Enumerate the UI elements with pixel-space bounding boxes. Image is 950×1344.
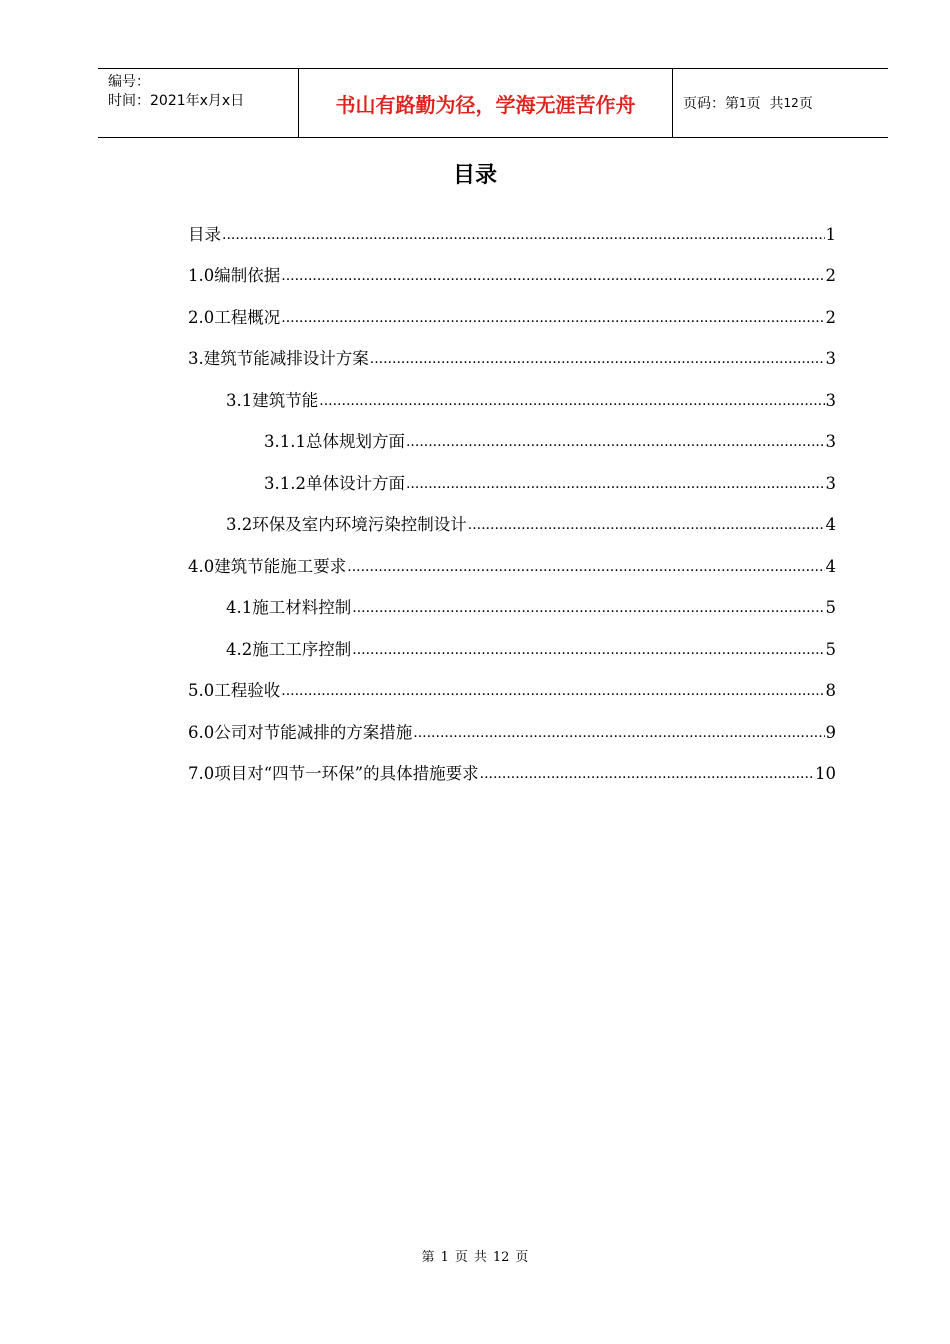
toc-entry[interactable] xyxy=(188,380,836,422)
toc-entry-label: 2.0工程概况 xyxy=(188,307,281,327)
toc-entry[interactable] xyxy=(188,546,836,588)
toc-entry[interactable] xyxy=(188,505,836,547)
toc-dot-leader xyxy=(281,681,824,701)
page-title: 目录 xyxy=(452,163,497,188)
toc-entry-page: 1 xyxy=(825,224,836,244)
toc-entry[interactable] xyxy=(188,463,836,505)
toc-dot-leader xyxy=(406,474,825,494)
toc-entry-label: 3.1建筑节能 xyxy=(226,390,319,410)
toc-dot-leader xyxy=(413,723,824,743)
toc-entry[interactable] xyxy=(188,214,836,256)
toc-dot-leader xyxy=(480,764,814,784)
page-prefix: 页码：第 xyxy=(683,96,739,112)
toc-dot-leader xyxy=(281,266,824,286)
footer-text-2: 页 xyxy=(454,1250,468,1265)
page-header xyxy=(98,68,888,138)
toc-entry-label: 5.0工程验收 xyxy=(188,681,281,701)
header-motto: 书山有路勤为径，学海无涯苦作舟 xyxy=(299,69,673,137)
toc-entry[interactable] xyxy=(188,629,836,671)
toc-entry-page: 3 xyxy=(825,349,836,369)
header-page-info xyxy=(673,69,888,137)
footer-page-total: 12 xyxy=(492,1250,510,1265)
toc-entry[interactable] xyxy=(188,671,836,713)
toc-entry-page: 2 xyxy=(825,266,836,286)
page-suffix: 页 xyxy=(798,96,813,112)
toc-entry[interactable] xyxy=(188,712,836,754)
toc-entry-page: 8 xyxy=(825,681,836,701)
toc-dot-leader xyxy=(406,432,825,452)
footer-page-number: 1 xyxy=(440,1250,449,1265)
toc-dot-leader xyxy=(347,557,824,577)
toc-entry[interactable] xyxy=(188,297,836,339)
toc-dot-leader xyxy=(281,308,824,328)
toc-entry-label: 3.建筑节能减排设计方案 xyxy=(188,349,369,369)
toc-dot-leader xyxy=(222,225,825,245)
toc-entry-page: 4 xyxy=(825,515,836,535)
toc-entry-label: 3.2环保及室内环境污染控制设计 xyxy=(226,515,467,535)
toc-entry-page: 2 xyxy=(825,307,836,327)
toc-entry-page: 3 xyxy=(825,390,836,410)
toc-entry-page: 4 xyxy=(825,556,836,576)
toc-dot-leader xyxy=(370,349,825,369)
toc-entry-page: 5 xyxy=(825,598,836,618)
toc-entry[interactable] xyxy=(188,339,836,381)
toc-entry-label: 4.1施工材料控制 xyxy=(226,598,352,618)
toc-entry-label: 3.1.1总体规划方面 xyxy=(264,432,405,452)
toc-dot-leader xyxy=(319,391,824,411)
serial-number-label: 编号： xyxy=(108,74,150,90)
toc-dot-leader xyxy=(468,515,825,535)
toc-dot-leader xyxy=(352,598,824,618)
toc-entry-page: 9 xyxy=(825,722,836,742)
toc-dot-leader xyxy=(352,640,824,660)
page-number: 1 xyxy=(739,96,747,110)
toc-entry-label: 7.0项目对“四节一环保”的具体措施要求 xyxy=(188,764,479,784)
toc-entry[interactable] xyxy=(188,256,836,298)
toc-entry-page: 3 xyxy=(825,473,836,493)
page-mid: 页 共 xyxy=(746,96,784,112)
toc-entry[interactable] xyxy=(188,422,836,464)
footer-text-1: 第 xyxy=(421,1250,435,1265)
page-total: 12 xyxy=(783,96,799,110)
toc-entry-label: 4.2施工工序控制 xyxy=(226,639,352,659)
footer-text-4: 页 xyxy=(515,1250,529,1265)
toc-entry-page: 10 xyxy=(815,764,836,784)
toc-entry[interactable] xyxy=(188,588,836,630)
page-footer xyxy=(0,1246,950,1265)
toc-entry-label: 6.0公司对节能减排的方案措施 xyxy=(188,722,413,742)
toc-entry-label: 3.1.2单体设计方面 xyxy=(264,473,405,493)
toc-entry[interactable] xyxy=(188,754,836,796)
table-of-contents xyxy=(188,214,836,795)
date-label: 时间：2021年x月x日 xyxy=(108,93,245,109)
toc-entry-page: 3 xyxy=(825,432,836,452)
toc-entry-page: 5 xyxy=(825,639,836,659)
footer-text-3: 共 xyxy=(473,1250,487,1265)
header-meta xyxy=(98,69,299,137)
toc-entry-label: 1.0编制依据 xyxy=(188,266,281,286)
toc-entry-label: 4.0建筑节能施工要求 xyxy=(188,556,347,576)
toc-entry-label: 目录 xyxy=(188,224,221,244)
